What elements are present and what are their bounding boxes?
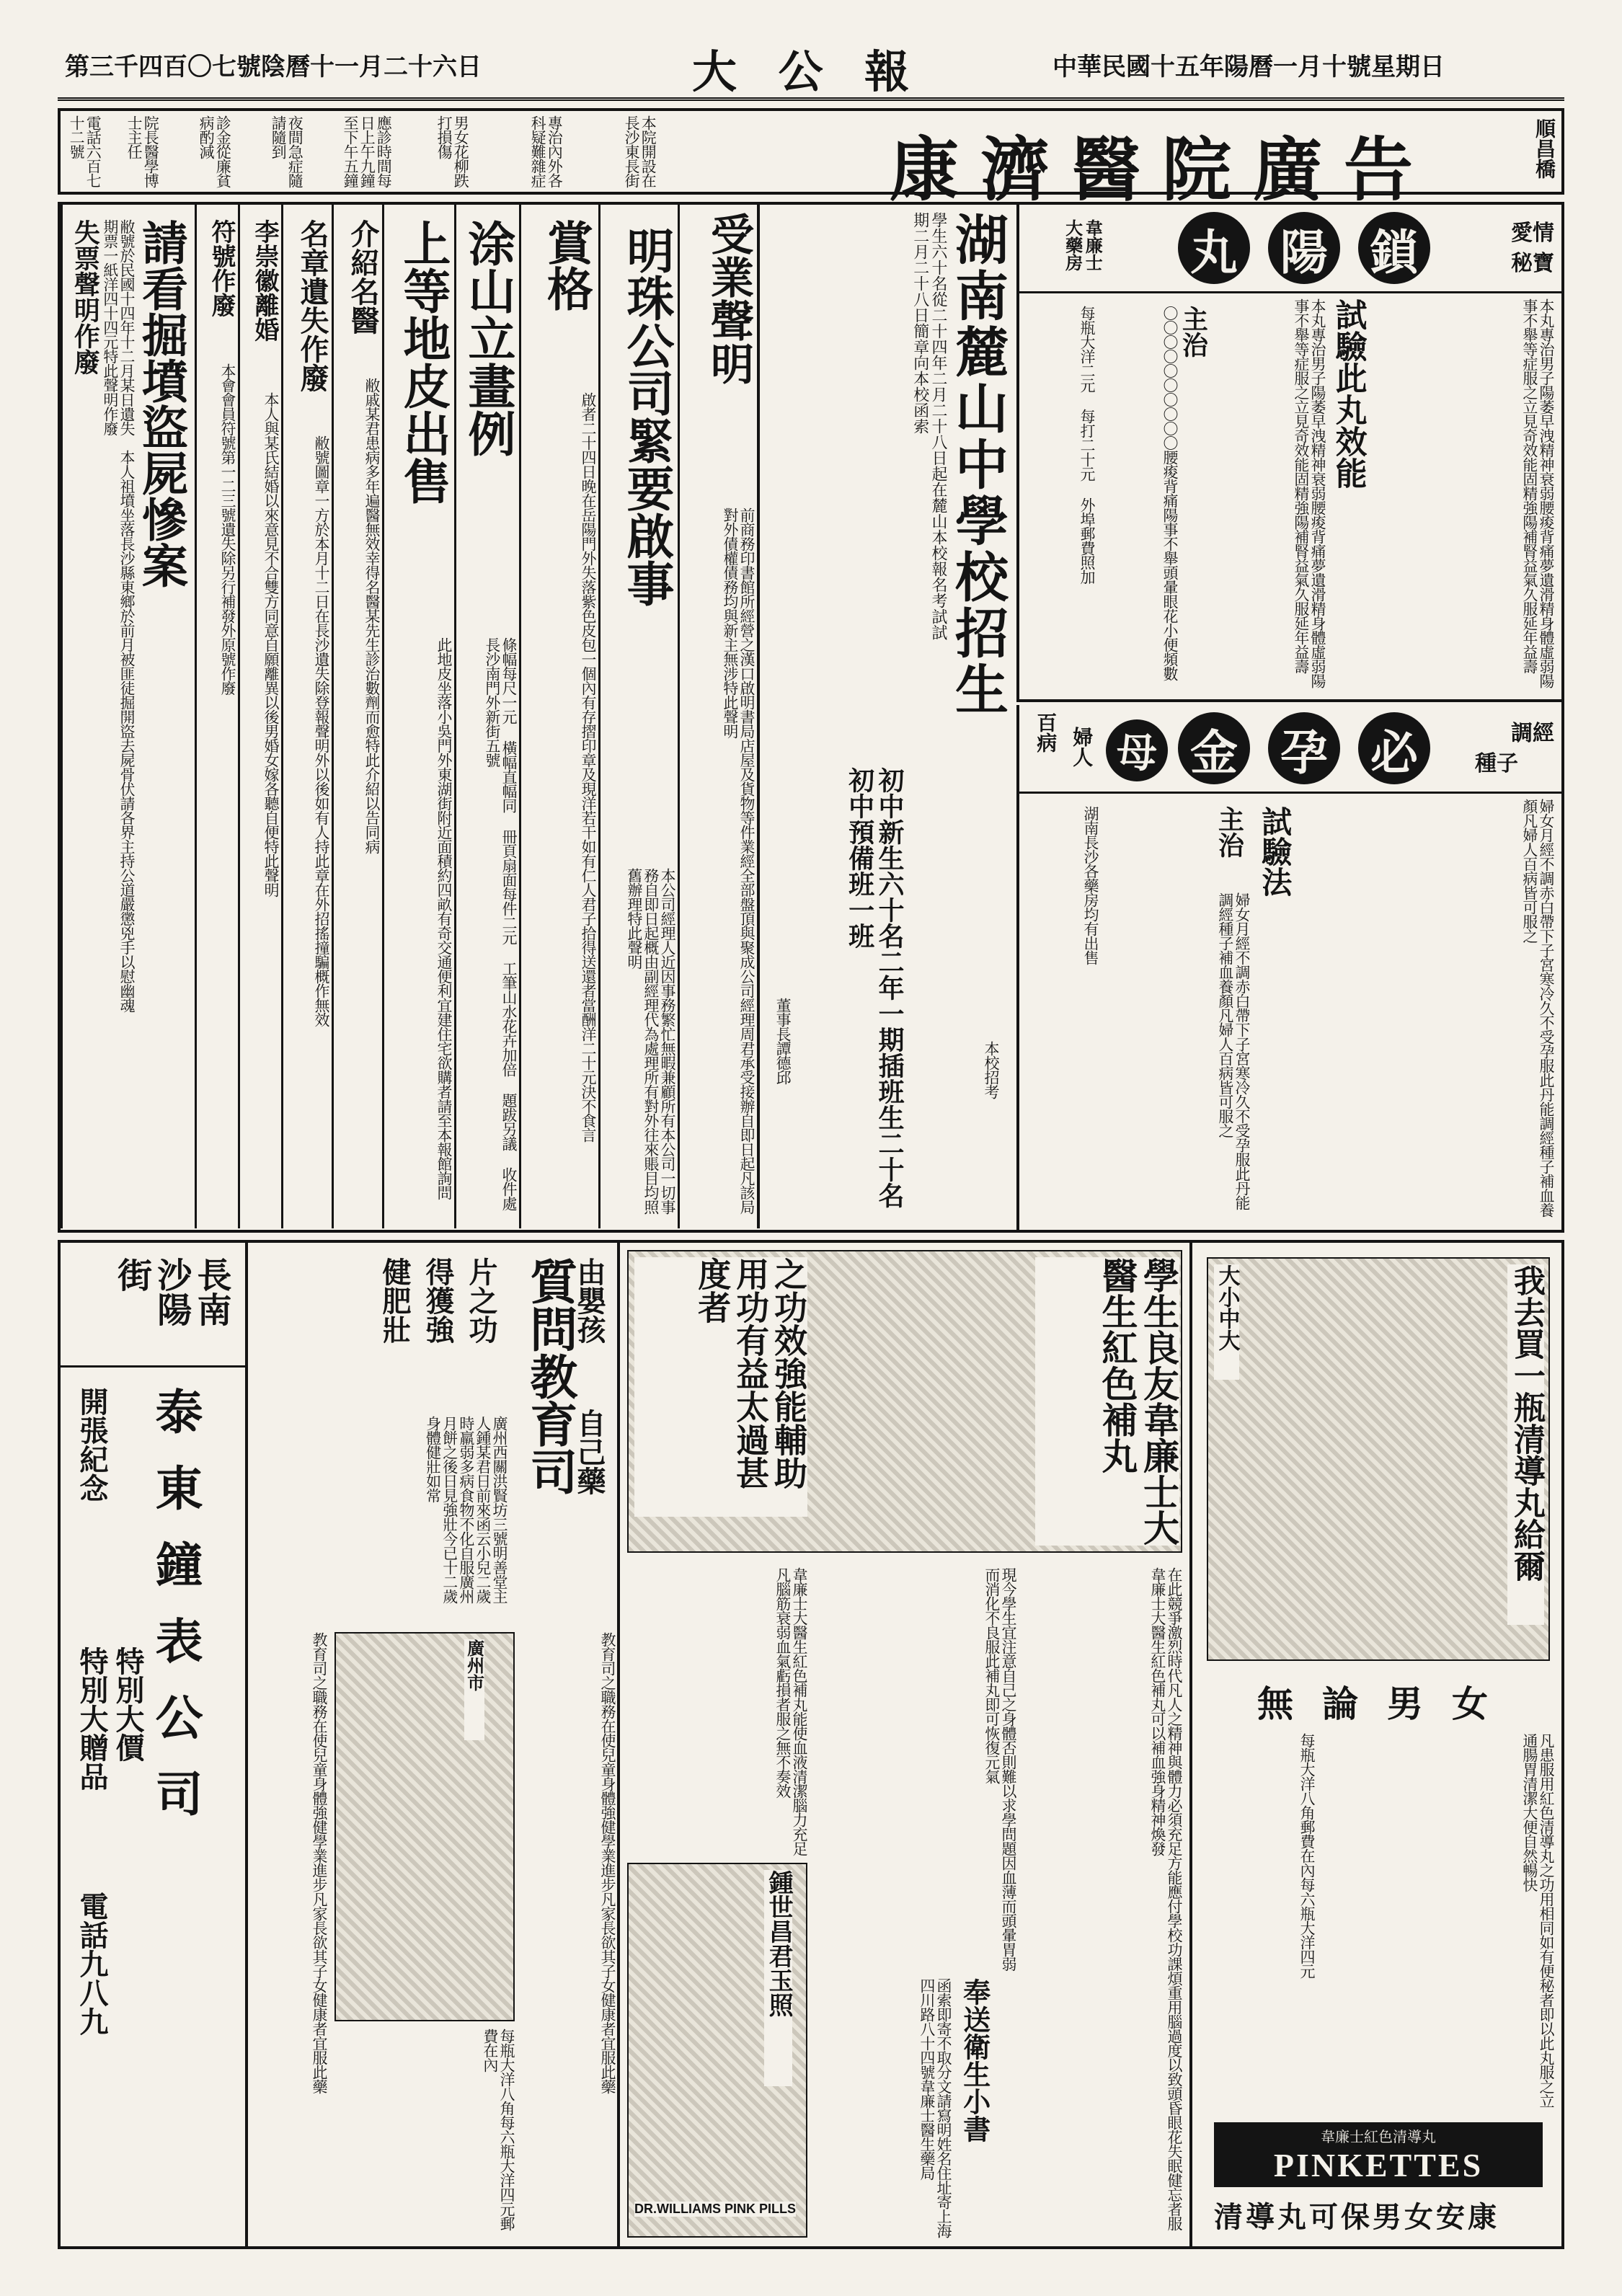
lichongxie-body: 本人與某氏結婚以來意見不合雙方同意自願離異以後男婚女嫁各聽自便特此聲明 <box>262 392 280 897</box>
suoyang-brand: 韋廉士大藥房 <box>1062 219 1104 271</box>
qingdao-right-sub: 大小中大 <box>1214 1264 1239 1380</box>
suoyang-body-2: 本丸專治男子陽萎早洩精神衰弱腰痠背痛夢遺滑精身體虛弱陽事不舉等症服之立見奇效能固精強陽補腎益氣久服延年益壽 <box>1292 298 1326 688</box>
hospital-ad-line-2: 男女花柳跌打損傷 <box>435 115 470 187</box>
qingdao-right-title: 我去買一瓶清導丸給爾 <box>1507 1264 1544 1625</box>
hunan-school-body: 學生六十名從二十四年二月二十八日起在麓山本校報名考試試期二月二十八日簡章向本校函索 <box>910 212 947 640</box>
suoyang-col-head: 主治 <box>1178 306 1209 358</box>
hunan-school-note: 本校招考 <box>983 1041 1000 1099</box>
shouye-title: 受業聲明 <box>704 212 754 385</box>
education-portrait <box>334 1632 515 2021</box>
tushan-title: 涂山立畫例 <box>460 219 516 457</box>
hunan-school-title: 湖南麓山中學校招生 <box>947 212 1009 718</box>
jieshao-notice <box>332 205 382 1228</box>
qingdao-body: 凡患服用紅色清導丸之功用相同如有便秘者即以此丸服之立通腸胃清潔大便自然暢快 <box>1520 1733 1555 2108</box>
jieshao-title: 介紹名醫 <box>346 219 380 334</box>
student-mid-body: 韋廉士大醫生紅色補丸能使血液清潔腦力充足凡腦筋衰弱血氣虧損者服之無不奏效 <box>774 1567 808 1856</box>
student-body: 在此競爭激烈時代凡人之精神與體力必須充足方能應付學校功課煩重用腦過度以致頭昏眼花失眠健忘者服韋廉士大醫生紅色補丸可以補血強身精神煥發 <box>1148 1567 1183 2230</box>
education-portrait-caption: 廣州市 <box>464 1639 484 1740</box>
biyun-char-4: 母 <box>1106 719 1168 781</box>
suoyang-price: 每瓶大洋二元 每打二十元 外埠郵費照加 <box>1078 306 1096 584</box>
suoyang-body: 本丸專治男子陽萎早洩精神衰弱腰痠背痛夢遺滑精身體虛弱陽事不舉等症服之立見奇效能固精強陽補腎益氣久服延年益壽 <box>1520 298 1555 688</box>
education-ad <box>245 1243 620 2246</box>
shouye-notice <box>678 205 757 1228</box>
education-body-3: 教育司之職務在使兒童身體強健學業進步凡家長欲其子女健康者宜服此藥 <box>311 1632 328 2093</box>
suoyang-char-1: 鎖 <box>1358 212 1430 284</box>
pinkettes-cn: 清導丸可保男女安康 <box>1214 2200 1499 2234</box>
qingkan-title: 請看掘墳盜屍慘案 <box>134 219 188 588</box>
student-title: 學生良友韋廉士大醫生紅色補丸 <box>1035 1257 1179 1546</box>
biyun-body: 婦女月經不調赤白帶下子宮寒冷久不受孕服此丹能調經種子補血養顏凡婦人百病皆可服之 <box>1520 799 1555 1217</box>
qingkan-body: 本人祖墳坐落長沙縣東鄉於前月被匪徒掘開盜去屍骨伏請各界主持公道嚴懲兇手以慰幽魂 <box>118 450 136 1012</box>
suoyang-char-2: 陽 <box>1268 212 1340 284</box>
tushan-notice <box>454 205 519 1228</box>
suoyang-headline: 試驗此丸效能 <box>1329 298 1367 489</box>
hunan-school-details: 初中新生六十名二年一期插班生二十名初中預備班一班 <box>844 767 905 1208</box>
masthead <box>58 29 1564 101</box>
masthead-date-left: 中華民國十五年陽曆一月十號星期日 <box>1052 53 1445 81</box>
hospital-ad-line-3: 應診時間每日上午九鐘至下午五鐘 <box>342 115 393 187</box>
dipi-notice <box>382 205 454 1228</box>
pinkettes-tag: 韋廉士紅色清導丸 <box>1321 2128 1436 2145</box>
education-sub-1: 由嬰孩 <box>572 1257 606 1344</box>
biyun-body-2: 婦女月經不調赤白帶下子宮寒冷久不受孕服此丹能調經種子補血養顏凡婦人百病皆可服之 <box>1216 892 1251 1210</box>
mingzhang-title: 名章遺失作廢 <box>296 219 329 392</box>
biyun-col-head: 主治 <box>1214 806 1245 858</box>
qingkan-side-body: 敝號於民國十四年十二月某日遺失期票一紙洋四十四元特此聲明作廢 <box>101 219 136 435</box>
education-sub-4: 得獲強 <box>421 1257 455 1344</box>
biyun-tag-bottom: 種子 <box>1475 751 1518 776</box>
hospital-ad-line-5: 診金從廉貧病酌減 <box>198 115 232 187</box>
qingkan-side-title: 失票聲明作廢 <box>70 219 101 375</box>
dipi-title: 上等地皮出售 <box>395 219 451 505</box>
hunan-school-contact: 董事長譚德邱 <box>774 998 792 1084</box>
student-promo: 奉送衛生小書 <box>958 1978 991 2142</box>
watch-price: 特別大價 <box>111 1646 145 1762</box>
student-banner: 之功效強能輔助用功有益太過甚度者 <box>634 1257 807 1517</box>
hospital-ad <box>58 108 1564 210</box>
suoyang-char-3: 丸 <box>1178 212 1250 284</box>
mingzhu-body: 本公司經理人近因事務繁忙無暇兼顧所有本公司一切事務自即日起概由副經理代為處理所有對外往來賬目均照舊辦理特此聲明 <box>625 868 676 1214</box>
student-sub-body: 現今學生宜注意自己之身體否則難以求學問題因血薄而頭暈胃弱而消化不良服此補丸即可恢復元氣 <box>983 1567 1017 1971</box>
mingzhang-body: 敝號圖章一方於本月十二日在長沙遺失除登報聲明外以後如有人持此章在外招搖撞騙概作無效 <box>313 435 330 1027</box>
mingzhu-notice <box>598 205 678 1228</box>
education-sub-5: 健肥壯 <box>378 1257 412 1344</box>
jieshao-body: 敝戚某君患病多年遍醫無效幸得名醫某先生診治數劑而愈特此介紹以告同病 <box>363 378 381 854</box>
lichongxie-notice <box>238 205 281 1228</box>
shangge-title: 賞格 <box>539 219 593 311</box>
fuhao-notice <box>195 205 238 1228</box>
watch-special: 特別大贈品 <box>75 1646 109 1791</box>
biyun-char-2: 孕 <box>1268 712 1340 784</box>
qingdao-ad <box>1189 1243 1561 2246</box>
pinkettes-label <box>1214 2122 1543 2187</box>
shangge-notice <box>519 205 598 1228</box>
qingdao-headline: 無論男女 <box>1257 1683 1517 1725</box>
hospital-ad-line-4: 夜間急症隨請隨到 <box>270 115 304 187</box>
biyun-headline: 試驗法 <box>1257 806 1293 897</box>
education-title: 質問教育司 <box>521 1257 578 1495</box>
mingzhu-title: 明珠公司緊要啟事 <box>619 226 675 607</box>
watch-phone: 電話九八九 <box>75 1892 109 2036</box>
education-body: 廣州西關洪賢坊三號明善堂主人鍾某君日前來函云小兒二歲時羸弱多病食物不化自服廣州月餅之後日見強壯今已十二歲身體健壯如常 <box>424 1416 508 1603</box>
student-ad <box>620 1243 1189 2246</box>
fuhao-title: 符號作廢 <box>207 219 236 317</box>
education-sub-2: 自己藥 <box>572 1409 606 1495</box>
bottle-label: DR.WILLIAMS PINK PILLS <box>634 2202 796 2216</box>
education-body-2: 教育司之職務在使兒童身體強健學業進步凡家長欲其子女健康者宜服此藥 <box>599 1632 616 2093</box>
suoyang-ad <box>1016 205 1561 702</box>
student-promo-body: 函索即寄不取分文請寫明姓名住址寄上海四川路八十四號韋廉士醫生藥局 <box>918 1978 952 2238</box>
fuhao-body: 本會會員符號第一二三號遺失除另行補發外原號作廢 <box>219 363 236 695</box>
biyun-char-3: 金 <box>1178 712 1250 784</box>
lichongxie-title: 李崇徽離婚 <box>250 219 279 342</box>
biyun-ad <box>1016 705 1561 1230</box>
qingdao-illustration <box>1207 1257 1550 1661</box>
qingdao-body-2: 每瓶大洋八角郵費在內每六瓶大洋四元 <box>1298 1733 1316 1978</box>
shouye-body: 前商務印書館所經營之漢口啟明書局店屋及貨物等件業經全部盤頂與聚成公司經理周君承受接辦自即日起凡該局對外債權債務均與新主無涉特此聲明 <box>721 507 755 1214</box>
hospital-ad-line-1: 專治內外各科疑難雜症 <box>529 115 564 187</box>
biyun-side-right: 百病 <box>1034 712 1058 753</box>
qingkan-notice <box>61 205 195 1228</box>
watch-main: 泰東鐘表公司 <box>147 1387 203 1845</box>
hospital-ad-phone: 電話六百七十二號 <box>68 115 102 187</box>
hospital-ad-line-6: 院長醫學博士主任 <box>125 115 160 187</box>
hunan-school-ad <box>757 205 1014 1228</box>
biyun-char-1: 必 <box>1358 712 1430 784</box>
suoyang-tagline-left: 愛情 <box>1511 221 1554 246</box>
biyun-divider <box>1019 792 1564 794</box>
education-footer: 每瓶大洋八角每六瓶大洋四元郵費在內 <box>481 2029 515 2230</box>
suoyang-tagline-right: 秘寶 <box>1511 251 1554 276</box>
masthead-title: 大 公 報 <box>692 45 923 98</box>
watch-top: 長南沙陽街 <box>111 1257 231 1326</box>
education-sub-3: 片之功 <box>464 1257 498 1344</box>
biyun-address: 湖南長沙各藥房均有出售 <box>1082 806 1099 965</box>
hospital-ad-sub: 順昌橋 <box>1533 118 1556 179</box>
watch-divider <box>61 1365 245 1368</box>
mingzhang-notice <box>281 205 332 1228</box>
tushan-body: 條幅每尺一元 橫幅直幅同 冊頁扇面每件二元 工筆山水花卉加倍 題跋另議 收件處長沙南門外新街五號 <box>483 637 518 1210</box>
hospital-ad-line-0: 本院開設在長沙東長街 <box>623 115 657 187</box>
dipi-body: 此地皮坐落小吳門外東湖街附近面積約四畝有奇交通便利宜建住宅欲購者請至本報館詢問 <box>435 637 453 1200</box>
masthead-date-right: 第三千四百〇七號陰曆十一月二十六日 <box>65 53 482 81</box>
watch-company-ad <box>61 1243 245 2246</box>
hospital-ad-title: 康濟醫院廣告 <box>890 129 1435 210</box>
portrait-name: 鍾世昌君玉照 <box>764 1870 792 2086</box>
biyun-tag-top: 調經 <box>1511 721 1554 746</box>
watch-opening: 開張紀念 <box>75 1387 109 1502</box>
suoyang-col-body: 〇〇〇〇〇〇〇〇〇〇腰痠背痛陽事不舉頭暈眼花小便頻數 <box>1161 306 1179 681</box>
shangge-body: 啟者二十四日晚在岳陽門外失落紫色皮包一個內有存摺印章及現洋若干如有仁人君子拾得送還者當酬洋二十元決不食言 <box>580 392 597 1142</box>
biyun-side-left: 婦人 <box>1070 727 1094 767</box>
pinkettes-brand: PINKETTES <box>1273 2147 1484 2184</box>
suoyang-divider <box>1019 291 1564 293</box>
